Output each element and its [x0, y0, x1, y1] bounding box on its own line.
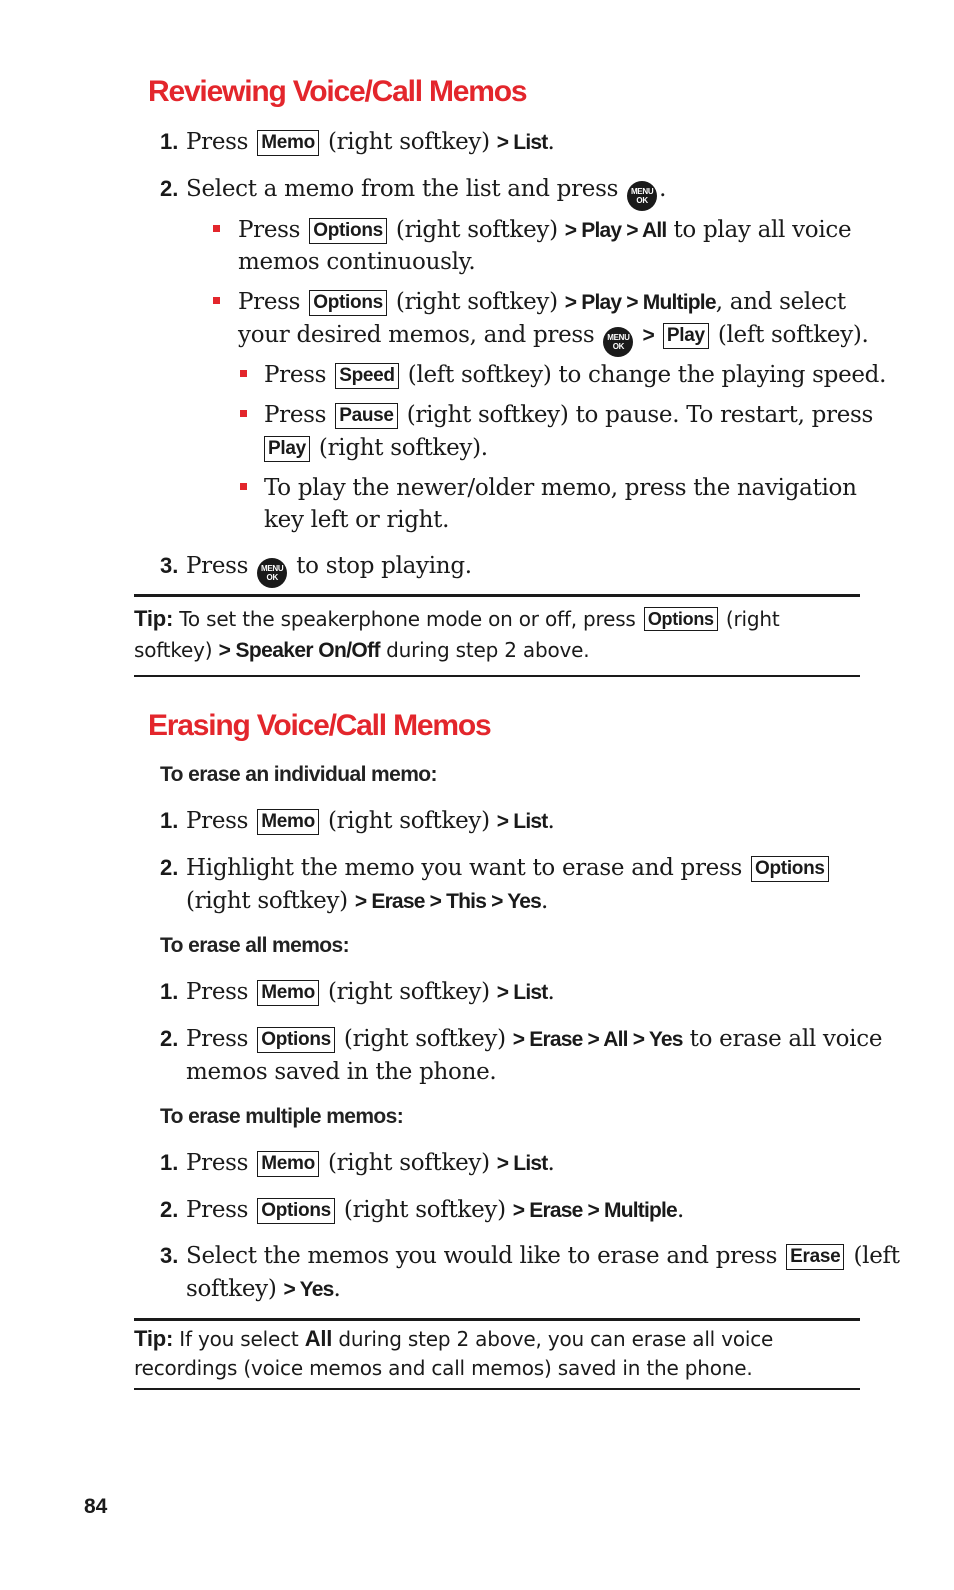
menu-ok-icon: MENU OK — [603, 327, 633, 357]
step-text: Press Options (right softkey) > Erase > All > Yes to erase all voice — [186, 1026, 883, 1052]
step-text: Highlight the memo you want to erase and press Options — [186, 852, 831, 884]
tip-text: Tip: If you select All during step 2 above, you can erase all voice — [134, 1326, 774, 1351]
bullet-marker — [240, 370, 247, 377]
page-number: 84 — [84, 1495, 108, 1518]
subheading: To erase all memos: — [160, 934, 349, 957]
step-text: Press MENU OK to stop playing. — [186, 550, 472, 588]
subheading: To erase an individual memo: — [160, 763, 437, 786]
step-text: memos saved in the phone. — [186, 1059, 497, 1085]
memo-softkey-label: Memo — [257, 980, 319, 1006]
tip-text: recordings (voice memos and call memos) saved in the phone. — [134, 1356, 753, 1380]
step-number: 1. — [160, 1150, 179, 1175]
subheading: To erase multiple memos: — [160, 1105, 404, 1128]
tip-label: Tip: — [134, 1326, 174, 1351]
tip-rule-top — [134, 1318, 860, 1321]
memo-softkey-label: Memo — [257, 1151, 319, 1177]
step-number: 3. — [160, 553, 179, 578]
step-number: 1. — [160, 129, 179, 154]
options-softkey-label: Options — [751, 856, 829, 882]
menu-ok-icon: MENU OK — [257, 558, 287, 588]
step-number: 1. — [160, 808, 179, 833]
options-softkey-label: Options — [309, 218, 387, 244]
tip-rule-bottom — [134, 675, 860, 677]
tip-label: Tip: — [134, 606, 174, 631]
options-softkey-label: Options — [644, 607, 718, 631]
step-text: Press Memo (right softkey) > List. — [186, 979, 555, 1005]
step-text: (right softkey) > Erase > This > Yes. — [186, 888, 549, 914]
bullet-text: To play the newer/older memo, press the navigation — [264, 475, 857, 501]
step-text: softkey) > Yes. — [186, 1276, 341, 1302]
step-text: Press Memo (right softkey) > List. — [186, 129, 555, 155]
memo-softkey-label: Memo — [257, 809, 319, 835]
step-number: 2. — [160, 855, 179, 880]
step-text: Select the memos you would like to erase and press Erase (left — [186, 1243, 900, 1269]
bullet-marker — [213, 297, 220, 304]
options-softkey-label: Options — [309, 290, 387, 316]
section-heading-erasing: Erasing Voice/Call Memos — [148, 709, 491, 742]
step-number: 2. — [160, 1197, 179, 1222]
bullet-text: Press Options (right softkey) > Play > All to play all voice — [238, 217, 852, 243]
bullet-text: Press Options (right softkey) > Play > Multiple, and select — [238, 289, 846, 315]
step-text: Press Options (right softkey) > Erase > Multiple. — [186, 1197, 684, 1223]
step-text: Press Memo (right softkey) > List. — [186, 808, 555, 834]
section-heading-reviewing: Reviewing Voice/Call Memos — [148, 75, 527, 108]
step-text: Select a memo from the list and press MENU OK . — [186, 173, 666, 211]
play-softkey-label: Play — [264, 436, 310, 462]
speed-softkey-label: Speed — [335, 363, 399, 389]
bullet-text: Play (right softkey). — [264, 432, 488, 464]
options-softkey-label: Options — [257, 1027, 335, 1053]
bullet-text: your desired memos, and press MENU OK > Play (left softkey). — [238, 319, 869, 357]
bullet-text: Press Pause (right softkey) to pause. To restart, press — [264, 402, 874, 428]
bullet-text: memos continuously. — [238, 249, 476, 275]
bullet-text: key left or right. — [264, 507, 450, 533]
pause-softkey-label: Pause — [335, 403, 397, 429]
bullet-text: Press Speed (left softkey) to change the playing speed. — [264, 362, 887, 388]
tip-text: softkey) > Speaker On/Off during step 2 above. — [134, 638, 590, 662]
step-text: Press Memo (right softkey) > List. — [186, 1150, 555, 1176]
bullet-marker — [240, 410, 247, 417]
tip-rule-top — [134, 594, 860, 597]
step-number: 1. — [160, 979, 179, 1004]
tip-rule-bottom — [134, 1388, 860, 1390]
tip-text: Tip: To set the speakerphone mode on or off, press Options (right — [134, 606, 780, 631]
erase-softkey-label: Erase — [786, 1244, 844, 1270]
options-softkey-label: Options — [257, 1198, 335, 1224]
step-number: 2. — [160, 1026, 179, 1051]
menu-ok-icon: MENU OK — [627, 181, 657, 211]
bullet-marker — [240, 483, 247, 490]
play-softkey-label: Play — [663, 323, 709, 349]
memo-softkey-label: Memo — [257, 130, 319, 156]
step-number: 2. — [160, 176, 179, 201]
bullet-marker — [213, 225, 220, 232]
step-number: 3. — [160, 1243, 179, 1268]
